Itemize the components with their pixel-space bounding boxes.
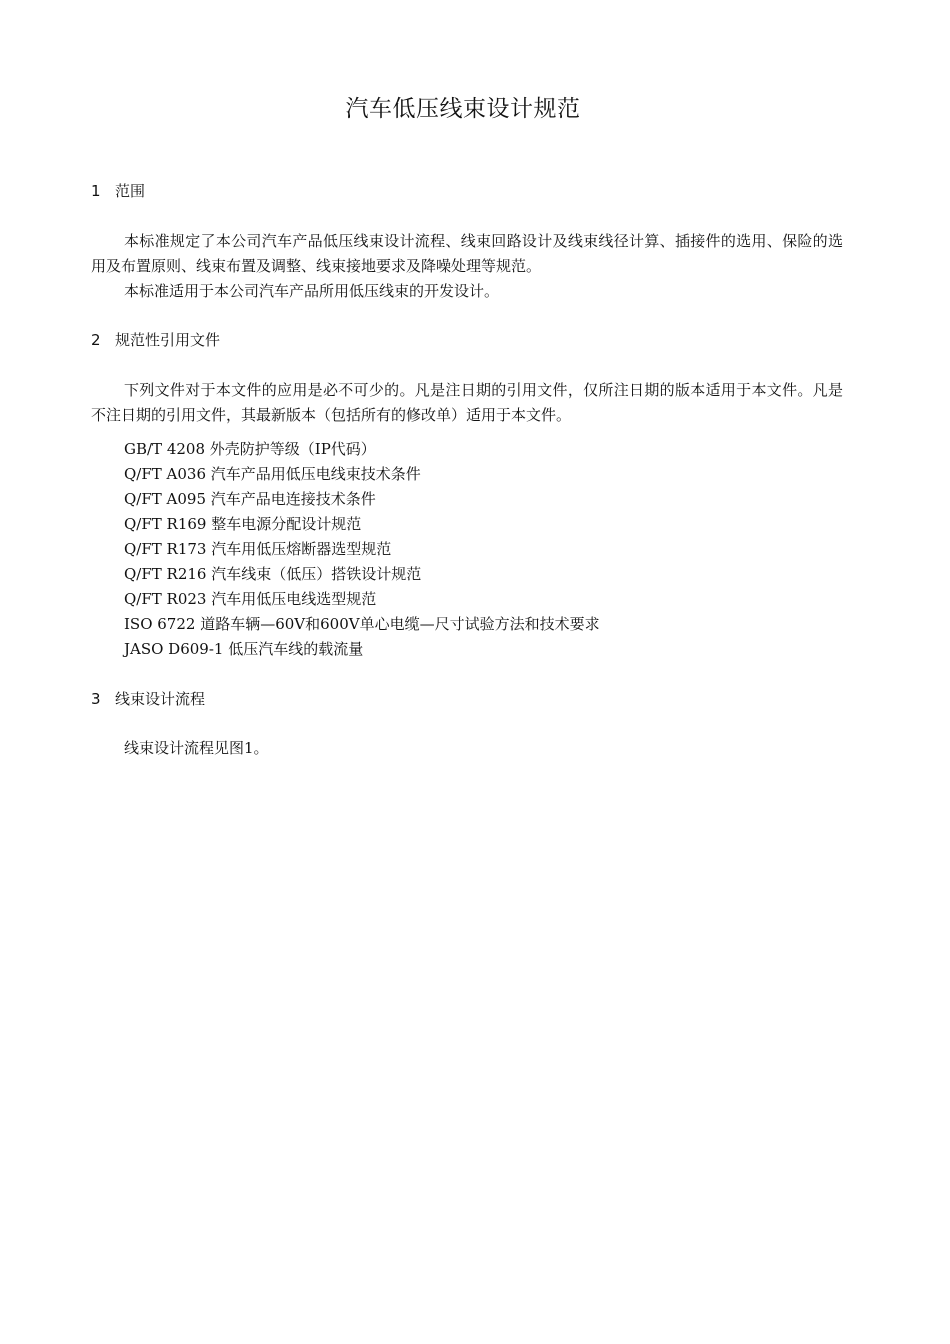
paragraph-references-intro: 下列文件对于本文件的应用是必不可少的。凡是注日期的引用文件，仅所注日期的版本适用于本文件。凡是不注日期的引用文件，其最新版本（包括所有的修改单）适用于本文件。 bbox=[91, 381, 843, 424]
section-title: 线束设计流程 bbox=[115, 690, 206, 708]
reference-item: Q/FT R169 整车电源分配设计规范 bbox=[124, 515, 362, 533]
paragraph-scope-1: 本标准规定了本公司汽车产品低压线束设计流程、线束回路设计及线束线径计算、插接件的选用、保险的选用及布置原则、线束布置及调整、线束接地要求及降噪处理等规范。 bbox=[91, 232, 843, 275]
section-number: 2 bbox=[91, 331, 101, 349]
section-heading-design-flow bbox=[91, 689, 205, 709]
reference-item: Q/FT A036 汽车产品用低压电线束技术条件 bbox=[124, 465, 421, 483]
section-number: 1 bbox=[91, 182, 101, 200]
section-heading-normative-references bbox=[91, 330, 220, 350]
reference-item: Q/FT R023 汽车用低压电线选型规范 bbox=[124, 590, 377, 608]
reference-item: Q/FT A095 汽车产品电连接技术条件 bbox=[124, 490, 376, 508]
paragraph-scope-2: 本标准适用于本公司汽车产品所用低压线束的开发设计。 bbox=[124, 282, 500, 300]
reference-item: JASO D609-1 低压汽车线的载流量 bbox=[124, 640, 364, 658]
section-title: 规范性引用文件 bbox=[115, 331, 221, 349]
section-title: 范围 bbox=[115, 182, 146, 200]
reference-item: GB/T 4208 外壳防护等级（IP代码） bbox=[124, 440, 376, 458]
document-title: 汽车低压线束设计规范 bbox=[345, 96, 581, 122]
section-heading-scope bbox=[91, 181, 145, 201]
section-number: 3 bbox=[91, 690, 101, 708]
reference-list bbox=[124, 437, 600, 662]
reference-item: Q/FT R216 汽车线束（低压）搭铁设计规范 bbox=[124, 565, 422, 583]
reference-item: ISO 6722 道路车辆—60V和600V单心电缆—尺寸试验方法和技术要求 bbox=[124, 615, 600, 633]
reference-item: Q/FT R173 汽车用低压熔断器选型规范 bbox=[124, 540, 392, 558]
paragraph-design-flow: 线束设计流程见图1。 bbox=[124, 739, 269, 757]
